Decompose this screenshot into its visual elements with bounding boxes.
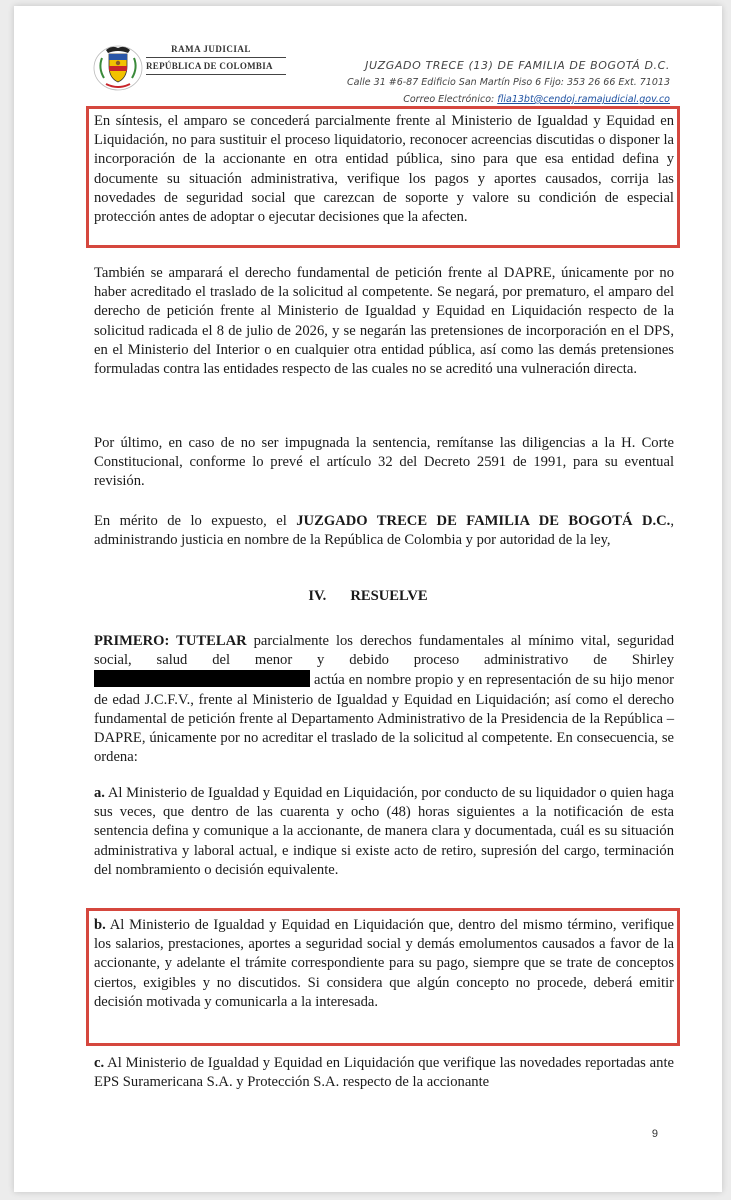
paragraph-petition	[94, 264, 674, 379]
merito-lead: En mérito de lo expuesto, el	[94, 513, 297, 529]
colombia-coat-of-arms-icon	[92, 42, 144, 92]
court-address: Calle 31 #6-87 Edificio San Martín Piso 6 Fijo: 353 26 66 Ext. 71013	[347, 77, 670, 88]
paragraph-remit-text: Por último, en caso de no ser impugnada la sentencia, remítanse las diligencias a la H. Corte Constitucional, conforme lo prevé el artículo 32 del Decreto 2591 de 1991, para su eventual revisión.	[94, 435, 674, 490]
document-page	[14, 6, 722, 1192]
primero-label: PRIMERO: TUTELAR	[94, 633, 247, 649]
paragraph-remit	[94, 434, 674, 492]
page-number: 9	[651, 1128, 658, 1140]
logo-divider-bottom	[146, 74, 286, 75]
paragraph-petition-text: También se amparará el derecho fundamental de petición frente al DAPRE, únicamente por no haber acreditado el traslado de la solicitud al competente. Se negará, por prematuro, el amparo del derecho de petición frente al Ministerio de Igualdad y Equidad en Liquidación respecto de la solicitud radicada el 8 de julio de 2026, y se negarán las pretensiones de incorporación en el DPS, en el Ministerio del Interior o en cualquier otra entidad pública, así como las demás pretensiones formuladas contra las entidades respecto de las cuales no se acreditó una vulneración directa.	[94, 265, 674, 378]
order-b	[94, 916, 674, 1012]
paragraph-primero-text	[94, 632, 674, 767]
logo-text	[146, 44, 296, 75]
order-b-body: Al Ministerio de Igualdad y Equidad en Liquidación que, dentro del mismo término, verifique los salarios, prestaciones, aportes a seguridad social y demás emolumentos causados a favor de la accionante, y adelante el trámite correspondiente para su pago, siempre que se trate de conceptos ciertos, exigibles y no discutidos. Si considera que algún concepto no procede, deberá emitir decisión motivada y comunicarla a la interesada.	[94, 917, 674, 1010]
order-a-text	[94, 784, 674, 880]
order-b-text	[94, 916, 674, 1012]
document-header	[14, 6, 722, 106]
order-a-body: Al Ministerio de Igualdad y Equidad en Liquidación, por conducto de su liquidador o quien haga sus veces, que dentro de las cuarenta y ocho (48) horas siguientes a la notificación de esta sentencia defina y comunique a la accionante, de manera clara y documentada, cuál es su situación administrativa y laboral actual, e indique si existe acto de retiro, supresión del cargo, terminación del nombramiento o decisión equivalente.	[94, 785, 674, 878]
order-c	[94, 1054, 674, 1092]
section-title: RESUELVE	[350, 588, 428, 604]
merito-tail: , administrando justicia en nombre de la República de Colombia y por autoridad de la ley,	[94, 513, 674, 549]
court-name-bold: JUZGADO TRECE DE FAMILIA DE BOGOTÁ D.C.	[296, 513, 671, 529]
court-contact-block	[347, 58, 670, 108]
order-a-label: a.	[94, 785, 105, 801]
email-link[interactable]: flia13bt@cendoj.ramajudicial.gov.co	[497, 94, 670, 105]
logo-divider	[146, 57, 286, 58]
paragraph-synthesis	[94, 112, 674, 227]
paragraph-primero	[94, 632, 674, 767]
rama-judicial-logo	[92, 42, 292, 92]
redacted-name-block	[94, 670, 310, 687]
order-c-body: Al Ministerio de Igualdad y Equidad en Liquidación que verifique las novedades reportadas ante EPS Suramericana S.A. y Protección S.A. respecto de la accionante	[94, 1055, 674, 1091]
order-c-label: c.	[94, 1055, 105, 1071]
paragraph-merito	[94, 512, 674, 550]
logo-line-rama-judicial: RAMA JUDICIAL	[171, 44, 251, 54]
primero-text-end: actúa en nombre propio y en representación de su hijo menor de edad J.C.F.V., frente al Ministerio de Igualdad y Equidad en Liquidación; así como el derecho fundamental de petición frente al Departamento Administrativo de la Presidencia de la República – DAPRE, únicamente por no acreditar el traslado de la solicitud al competente. En consecuencia, se ordena:	[94, 672, 674, 766]
section-heading	[14, 588, 722, 605]
order-a	[94, 784, 674, 880]
paragraph-synthesis-text: En síntesis, el amparo se concederá parcialmente frente al Ministerio de Igualdad y Equidad en Liquidación, no para sustituir el proceso liquidatorio, reconocer acreencias discutidas o disponer la incorporación de la accionante en otra entidad pública, sino para que esa entidad defina y documente su situación administrativa, verifique los pagos y aportes causados, corrija las novedades de seguridad social que carezcan de soporte y valore su condición de especial protección antes de adoptar o ejecutar decisiones que la afecten.	[94, 113, 674, 226]
order-c-text	[94, 1054, 674, 1092]
paragraph-merito-text	[94, 512, 674, 550]
order-b-label: b.	[94, 917, 106, 933]
email-label: Correo Electrónico:	[403, 94, 495, 105]
section-number: IV.	[308, 588, 327, 604]
court-name: JUZGADO TRECE (13) DE FAMILIA DE BOGOTÁ D.C.	[365, 59, 670, 72]
primero-text-start: parcialmente los derechos fundamentales al mínimo vital, seguridad social, salud del menor y debido proceso administrativo de Shirley	[94, 633, 674, 669]
logo-line-republica: REPÚBLICA DE COLOMBIA	[146, 61, 273, 71]
